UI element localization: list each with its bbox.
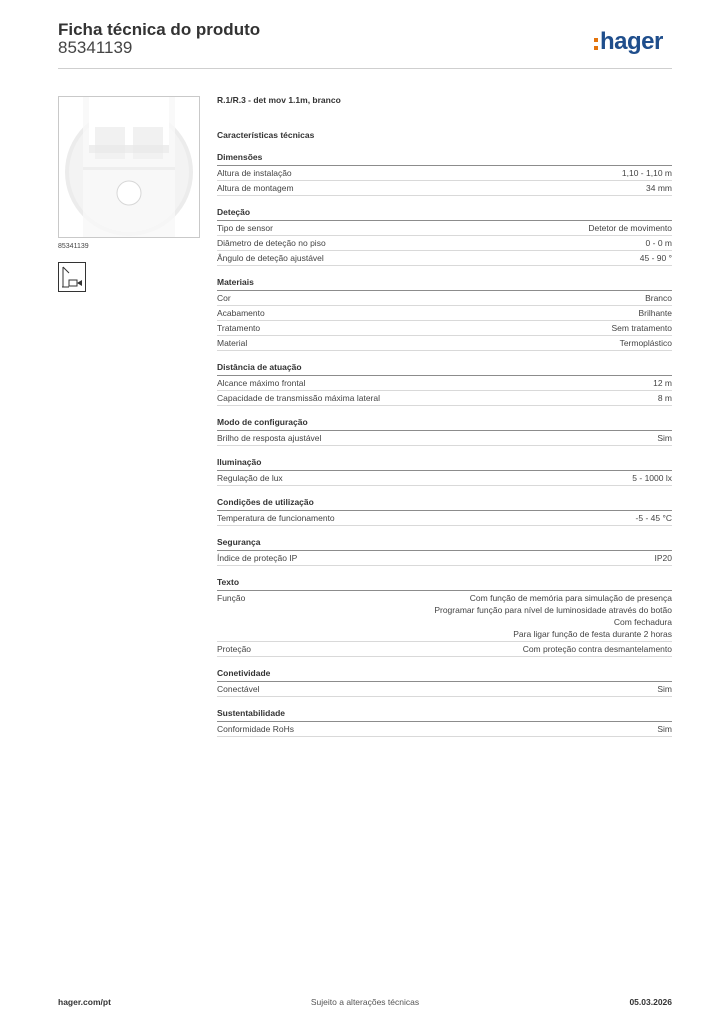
spec-value: 5 - 1000 lx (632, 473, 672, 483)
spec-row (217, 376, 672, 391)
spec-value: 34 mm (646, 183, 672, 193)
section-title: Condições de utilização (217, 496, 672, 511)
spec-value: 45 - 90 ° (639, 253, 672, 263)
spec-row (217, 431, 672, 446)
spec-section (217, 416, 672, 446)
spec-label: Altura de montagem (217, 183, 294, 193)
spec-label: Função (217, 593, 246, 603)
spec-row (217, 306, 672, 321)
wall-mount-icon (58, 262, 86, 292)
spec-section (217, 151, 672, 196)
section-title: Sustentabilidade (217, 707, 672, 722)
spec-section (217, 667, 672, 697)
spec-value: Programar função para nível de luminosidade através do botão (434, 605, 672, 615)
spec-values (646, 237, 672, 249)
hager-logo[interactable] (594, 29, 663, 55)
spec-section (217, 496, 672, 526)
sidebar-product-ref: 85341139 (58, 243, 89, 250)
motion-detector-image (59, 97, 199, 237)
spec-values (657, 723, 672, 735)
spec-value: Termoplástico (619, 338, 672, 348)
technical-characteristics-title: Características técnicas (217, 130, 315, 140)
spec-section (217, 707, 672, 737)
spec-label: Conectável (217, 684, 260, 694)
spec-row (217, 722, 672, 737)
product-image (58, 96, 200, 238)
spec-value: Com proteção contra desmantelamento (522, 644, 672, 654)
spec-section (217, 456, 672, 486)
spec-label: Capacidade de transmissão máxima lateral (217, 393, 380, 403)
spec-row (217, 682, 672, 697)
spec-section (217, 276, 672, 351)
spec-section (217, 536, 672, 566)
section-title: Materiais (217, 276, 672, 291)
spec-label: Brilho de resposta ajustável (217, 433, 322, 443)
section-title: Distância de atuação (217, 361, 672, 376)
spec-values (588, 222, 672, 234)
section-title: Iluminação (217, 456, 672, 471)
spec-row (217, 471, 672, 486)
section-title: Modo de configuração (217, 416, 672, 431)
spec-label: Altura de instalação (217, 168, 292, 178)
spec-value: Detetor de movimento (588, 223, 672, 233)
spec-row (217, 251, 672, 266)
spec-value: IP20 (654, 553, 672, 563)
footer-note: Sujeito a alterações técnicas (310, 997, 420, 1007)
spec-values (640, 252, 672, 264)
footer-website-link[interactable]: hager.com/pt (58, 997, 111, 1007)
spec-label: Tratamento (217, 323, 261, 333)
spec-row (217, 591, 672, 642)
spec-values (638, 307, 672, 319)
spec-label: Conformidade RoHs (217, 724, 295, 734)
spec-value: Para ligar função de festa durante 2 horas (513, 629, 672, 639)
spec-label: Cor (217, 293, 231, 303)
spec-value: Branco (645, 293, 672, 303)
section-title: Dimensões (217, 151, 672, 166)
spec-values (655, 552, 673, 564)
spec-value: Brilhante (638, 308, 672, 318)
spec-row (217, 291, 672, 306)
spec-table (217, 151, 672, 747)
spec-values (657, 432, 672, 444)
spec-value: 0 - 0 m (645, 238, 672, 248)
section-title: Deteção (217, 206, 672, 221)
spec-label: Índice de proteção IP (217, 553, 298, 563)
spec-label: Regulação de lux (217, 473, 283, 483)
header-divider (58, 68, 672, 69)
spec-label: Acabamento (217, 308, 265, 318)
brand-name: hager (600, 28, 663, 55)
spec-row (217, 221, 672, 236)
logo-dots-icon (594, 38, 598, 50)
page-title: Ficha técnica do produto (58, 20, 261, 39)
spec-values (636, 512, 672, 524)
spec-row (217, 511, 672, 526)
spec-section (217, 576, 672, 657)
spec-row (217, 181, 672, 196)
spec-row (217, 236, 672, 251)
spec-value: Com fechadura (613, 617, 672, 627)
footer-date: 05.03.2026 (629, 997, 672, 1007)
spec-row (217, 166, 672, 181)
spec-label: Material (217, 338, 248, 348)
spec-section (217, 206, 672, 266)
spec-values (645, 292, 672, 304)
spec-value: Com função de memória para simulação de presença (469, 593, 672, 603)
spec-values (653, 377, 672, 389)
spec-value: -5 - 45 °C (635, 513, 672, 523)
spec-value: Sim (657, 433, 672, 443)
spec-values (620, 337, 672, 349)
spec-label: Diâmetro de deteção no piso (217, 238, 326, 248)
spec-value: Sim (657, 684, 672, 694)
spec-value: Sim (657, 724, 672, 734)
spec-values (434, 592, 672, 640)
spec-label: Temperatura de funcionamento (217, 513, 335, 523)
spec-row (217, 391, 672, 406)
spec-value: 12 m (653, 378, 672, 388)
spec-values (622, 167, 672, 179)
spec-row (217, 551, 672, 566)
spec-values (646, 182, 672, 194)
spec-label: Tipo de sensor (217, 223, 273, 233)
spec-values (632, 472, 672, 484)
product-code: 85341139 (58, 38, 133, 57)
spec-row (217, 336, 672, 351)
section-title: Conetividade (217, 667, 672, 682)
spec-value: Sem tratamento (611, 323, 672, 333)
product-name: R.1/R.3 - det mov 1.1m, branco (217, 95, 341, 105)
spec-section (217, 361, 672, 406)
spec-values (612, 322, 672, 334)
spec-value: 1,10 - 1,10 m (621, 168, 672, 178)
spec-values (657, 683, 672, 695)
spec-row (217, 642, 672, 657)
spec-row (217, 321, 672, 336)
section-title: Texto (217, 576, 672, 591)
spec-label: Proteção (217, 644, 252, 654)
spec-values (658, 392, 672, 404)
spec-value: 8 m (657, 393, 672, 403)
spec-label: Ângulo de deteção ajustável (217, 253, 324, 263)
spec-label: Alcance máximo frontal (217, 378, 306, 388)
section-title: Segurança (217, 536, 672, 551)
spec-values (523, 643, 672, 655)
